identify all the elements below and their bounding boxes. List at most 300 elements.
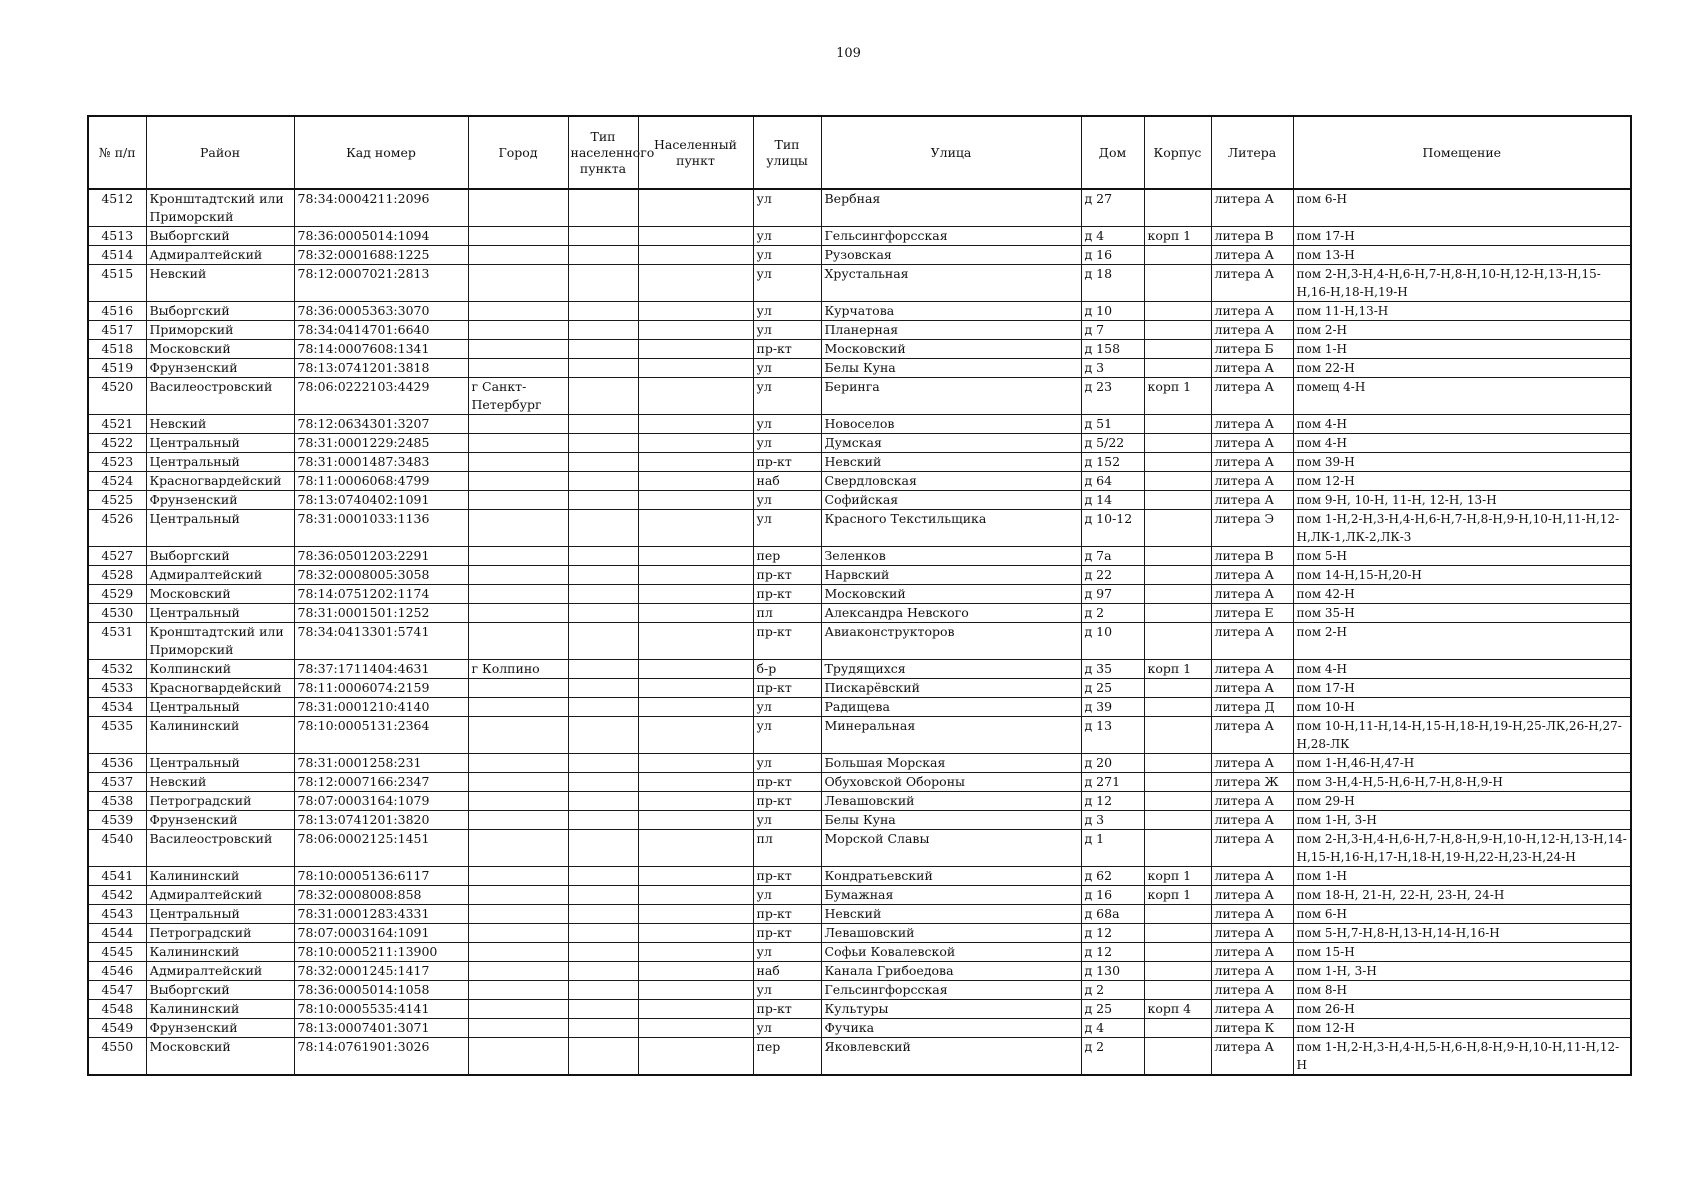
table-row	[88, 981, 1631, 1000]
house-cell: д 62	[1081, 867, 1144, 886]
row-number-cell: 4530	[88, 604, 146, 623]
street-type-cell: ул	[753, 1019, 821, 1038]
letter-cell: литера А	[1211, 886, 1293, 905]
settlement-cell	[638, 830, 753, 867]
house-cell: д 51	[1081, 415, 1144, 434]
house-cell: д 64	[1081, 472, 1144, 491]
premises-cell: пом 2-Н	[1293, 623, 1631, 660]
building-cell	[1144, 924, 1211, 943]
building-cell	[1144, 585, 1211, 604]
district-cell: Невский	[146, 265, 294, 302]
street-type-cell: пр-кт	[753, 566, 821, 585]
street-cell: Фучика	[821, 1019, 1081, 1038]
settlement-type-cell	[568, 302, 638, 321]
street-cell: Авиаконструкторов	[821, 623, 1081, 660]
premises-cell: пом 39-Н	[1293, 453, 1631, 472]
table-row	[88, 491, 1631, 510]
col-street-type-header: Тип улицы	[753, 116, 821, 189]
street-type-cell: ул	[753, 754, 821, 773]
premises-cell: пом 11-Н,13-Н	[1293, 302, 1631, 321]
col-district-header: Район	[146, 116, 294, 189]
settlement-cell	[638, 886, 753, 905]
house-cell: д 16	[1081, 246, 1144, 265]
letter-cell: литера А	[1211, 189, 1293, 227]
building-cell	[1144, 754, 1211, 773]
row-number-cell: 4540	[88, 830, 146, 867]
table-row	[88, 867, 1631, 886]
settlement-cell	[638, 943, 753, 962]
house-cell: д 7а	[1081, 547, 1144, 566]
street-type-cell: пр-кт	[753, 679, 821, 698]
table-row	[88, 830, 1631, 867]
settlement-type-cell	[568, 811, 638, 830]
street-type-cell: пр-кт	[753, 340, 821, 359]
house-cell: д 12	[1081, 924, 1144, 943]
cadastral-number-cell: 78:11:0006068:4799	[294, 472, 468, 491]
row-number-cell: 4539	[88, 811, 146, 830]
building-cell	[1144, 453, 1211, 472]
premises-cell: пом 1-Н	[1293, 340, 1631, 359]
letter-cell: литера А	[1211, 321, 1293, 340]
city-cell	[468, 924, 568, 943]
settlement-type-cell	[568, 378, 638, 415]
street-cell: Культуры	[821, 1000, 1081, 1019]
street-type-cell: ул	[753, 378, 821, 415]
settlement-cell	[638, 623, 753, 660]
table-row	[88, 321, 1631, 340]
settlement-cell	[638, 547, 753, 566]
col-number-header: № п/п	[88, 116, 146, 189]
cadastral-number-cell: 78:13:0007401:3071	[294, 1019, 468, 1038]
cadastral-number-cell: 78:14:0761901:3026	[294, 1038, 468, 1076]
district-cell: Фрунзенский	[146, 491, 294, 510]
settlement-cell	[638, 1000, 753, 1019]
city-cell	[468, 453, 568, 472]
table-row	[88, 566, 1631, 585]
house-cell: д 10-12	[1081, 510, 1144, 547]
house-cell: д 5/22	[1081, 434, 1144, 453]
building-cell	[1144, 265, 1211, 302]
page-number: 109	[836, 46, 861, 61]
settlement-cell	[638, 189, 753, 227]
street-cell: Радищева	[821, 698, 1081, 717]
premises-cell: пом 13-Н	[1293, 246, 1631, 265]
premises-cell: помещ 4-Н	[1293, 378, 1631, 415]
street-type-cell: пр-кт	[753, 905, 821, 924]
letter-cell: литера Ж	[1211, 773, 1293, 792]
settlement-cell	[638, 773, 753, 792]
district-cell: Фрунзенский	[146, 811, 294, 830]
table-row	[88, 811, 1631, 830]
street-cell: Минеральная	[821, 717, 1081, 754]
settlement-type-cell	[568, 830, 638, 867]
house-cell: д 2	[1081, 604, 1144, 623]
settlement-type-cell	[568, 886, 638, 905]
city-cell	[468, 1000, 568, 1019]
street-type-cell: ул	[753, 434, 821, 453]
street-cell: Морской Славы	[821, 830, 1081, 867]
letter-cell: литера А	[1211, 623, 1293, 660]
street-cell: Белы Куна	[821, 359, 1081, 378]
city-cell	[468, 698, 568, 717]
premises-cell: пом 1-Н	[1293, 867, 1631, 886]
row-number-cell: 4538	[88, 792, 146, 811]
row-number-cell: 4537	[88, 773, 146, 792]
letter-cell: литера А	[1211, 491, 1293, 510]
letter-cell: литера А	[1211, 415, 1293, 434]
col-letter-header: Литера	[1211, 116, 1293, 189]
street-cell: Рузовская	[821, 246, 1081, 265]
district-cell: Адмиралтейский	[146, 886, 294, 905]
street-cell: Беринга	[821, 378, 1081, 415]
street-type-cell: ул	[753, 698, 821, 717]
letter-cell: литера Е	[1211, 604, 1293, 623]
street-cell: Хрустальная	[821, 265, 1081, 302]
street-type-cell: ул	[753, 246, 821, 265]
letter-cell: литера В	[1211, 227, 1293, 246]
row-number-cell: 4544	[88, 924, 146, 943]
city-cell	[468, 1019, 568, 1038]
cadastral-number-cell: 78:32:0008005:3058	[294, 566, 468, 585]
district-cell: Центральный	[146, 510, 294, 547]
building-cell	[1144, 302, 1211, 321]
district-cell: Центральный	[146, 754, 294, 773]
city-cell	[468, 754, 568, 773]
district-cell: Василеостровский	[146, 830, 294, 867]
building-cell: корп 4	[1144, 1000, 1211, 1019]
city-cell	[468, 472, 568, 491]
letter-cell: литера Б	[1211, 340, 1293, 359]
district-cell: Колпинский	[146, 660, 294, 679]
house-cell: д 158	[1081, 340, 1144, 359]
city-cell	[468, 830, 568, 867]
cadastral-number-cell: 78:10:0005535:4141	[294, 1000, 468, 1019]
table-body	[88, 189, 1631, 1075]
building-cell	[1144, 491, 1211, 510]
settlement-cell	[638, 510, 753, 547]
col-premises-header: Помещение	[1293, 116, 1631, 189]
district-cell: Невский	[146, 773, 294, 792]
city-cell	[468, 566, 568, 585]
street-cell: Бумажная	[821, 886, 1081, 905]
row-number-cell: 4535	[88, 717, 146, 754]
row-number-cell: 4512	[88, 189, 146, 227]
district-cell: Калининский	[146, 717, 294, 754]
letter-cell: литера А	[1211, 1000, 1293, 1019]
street-cell: Пискарёвский	[821, 679, 1081, 698]
street-cell: Гельсингфорсская	[821, 227, 1081, 246]
house-cell: д 25	[1081, 679, 1144, 698]
premises-cell: пом 29-Н	[1293, 792, 1631, 811]
house-cell: д 12	[1081, 792, 1144, 811]
district-cell: Петроградский	[146, 792, 294, 811]
house-cell: д 1	[1081, 830, 1144, 867]
settlement-type-cell	[568, 1000, 638, 1019]
row-number-cell: 4532	[88, 660, 146, 679]
street-type-cell: ул	[753, 189, 821, 227]
city-cell	[468, 1038, 568, 1076]
letter-cell: литера А	[1211, 566, 1293, 585]
premises-cell: пом 1-Н,46-Н,47-Н	[1293, 754, 1631, 773]
table-row	[88, 547, 1631, 566]
district-cell: Адмиралтейский	[146, 566, 294, 585]
premises-cell: пом 4-Н	[1293, 415, 1631, 434]
table-row	[88, 886, 1631, 905]
settlement-type-cell	[568, 510, 638, 547]
street-cell: Кондратьевский	[821, 867, 1081, 886]
house-cell: д 20	[1081, 754, 1144, 773]
street-cell: Левашовский	[821, 792, 1081, 811]
settlement-type-cell	[568, 698, 638, 717]
district-cell: Красногвардейский	[146, 472, 294, 491]
street-type-cell: ул	[753, 302, 821, 321]
row-number-cell: 4517	[88, 321, 146, 340]
house-cell: д 18	[1081, 265, 1144, 302]
cadastral-number-cell: 78:07:0003164:1091	[294, 924, 468, 943]
col-city-header: Город	[468, 116, 568, 189]
cadastral-number-cell: 78:36:0005014:1058	[294, 981, 468, 1000]
premises-cell: пом 10-Н	[1293, 698, 1631, 717]
building-cell	[1144, 905, 1211, 924]
building-cell: корп 1	[1144, 886, 1211, 905]
premises-cell: пом 12-Н	[1293, 472, 1631, 491]
settlement-type-cell	[568, 340, 638, 359]
building-cell	[1144, 962, 1211, 981]
settlement-cell	[638, 265, 753, 302]
house-cell: д 22	[1081, 566, 1144, 585]
premises-cell: пом 12-Н	[1293, 1019, 1631, 1038]
premises-cell: пом 6-Н	[1293, 189, 1631, 227]
building-cell	[1144, 1019, 1211, 1038]
premises-cell: пом 1-Н,2-Н,3-Н,4-Н,5-Н,6-Н,8-Н,9-Н,10-Н,11-Н,12-Н	[1293, 1038, 1631, 1076]
city-cell	[468, 679, 568, 698]
row-number-cell: 4529	[88, 585, 146, 604]
settlement-type-cell	[568, 867, 638, 886]
cadastral-number-cell: 78:31:0001033:1136	[294, 510, 468, 547]
settlement-type-cell	[568, 905, 638, 924]
street-type-cell: пр-кт	[753, 867, 821, 886]
premises-cell: пом 5-Н	[1293, 547, 1631, 566]
row-number-cell: 4520	[88, 378, 146, 415]
letter-cell: литера А	[1211, 302, 1293, 321]
table-row	[88, 510, 1631, 547]
building-cell	[1144, 189, 1211, 227]
building-cell	[1144, 679, 1211, 698]
city-cell	[468, 962, 568, 981]
settlement-type-cell	[568, 717, 638, 754]
settlement-cell	[638, 359, 753, 378]
letter-cell: литера В	[1211, 547, 1293, 566]
row-number-cell: 4526	[88, 510, 146, 547]
letter-cell: литера А	[1211, 905, 1293, 924]
settlement-type-cell	[568, 792, 638, 811]
city-cell	[468, 434, 568, 453]
house-cell: д 97	[1081, 585, 1144, 604]
premises-cell: пом 2-Н,3-Н,4-Н,6-Н,7-Н,8-Н,10-Н,12-Н,13-Н,15-Н,16-Н,18-Н,19-Н	[1293, 265, 1631, 302]
district-cell: Центральный	[146, 698, 294, 717]
house-cell: д 14	[1081, 491, 1144, 510]
col-cadastral-number-header: Кад номер	[294, 116, 468, 189]
house-cell: д 25	[1081, 1000, 1144, 1019]
city-cell	[468, 491, 568, 510]
settlement-type-cell	[568, 189, 638, 227]
row-number-cell: 4514	[88, 246, 146, 265]
row-number-cell: 4519	[88, 359, 146, 378]
street-type-cell: пр-кт	[753, 792, 821, 811]
settlement-type-cell	[568, 472, 638, 491]
table-row	[88, 189, 1631, 227]
table-row	[88, 754, 1631, 773]
row-number-cell: 4524	[88, 472, 146, 491]
street-cell: Московский	[821, 585, 1081, 604]
row-number-cell: 4521	[88, 415, 146, 434]
house-cell: д 27	[1081, 189, 1144, 227]
building-cell	[1144, 415, 1211, 434]
cadastral-number-cell: 78:31:0001229:2485	[294, 434, 468, 453]
table-row	[88, 924, 1631, 943]
district-cell: Московский	[146, 1038, 294, 1076]
district-cell: Красногвардейский	[146, 679, 294, 698]
cadastral-number-cell: 78:13:0741201:3818	[294, 359, 468, 378]
district-cell: Выборгский	[146, 981, 294, 1000]
building-cell	[1144, 510, 1211, 547]
settlement-cell	[638, 340, 753, 359]
house-cell: д 152	[1081, 453, 1144, 472]
row-number-cell: 4522	[88, 434, 146, 453]
settlement-cell	[638, 792, 753, 811]
premises-cell: пом 6-Н	[1293, 905, 1631, 924]
letter-cell: литера А	[1211, 359, 1293, 378]
settlement-type-cell	[568, 415, 638, 434]
settlement-cell	[638, 924, 753, 943]
cadastral-number-cell: 78:34:0414701:6640	[294, 321, 468, 340]
settlement-type-cell	[568, 943, 638, 962]
settlement-type-cell	[568, 1019, 638, 1038]
settlement-type-cell	[568, 434, 638, 453]
settlement-cell	[638, 604, 753, 623]
settlement-cell	[638, 1019, 753, 1038]
city-cell	[468, 792, 568, 811]
district-cell: Выборгский	[146, 227, 294, 246]
letter-cell: литера А	[1211, 924, 1293, 943]
table-row	[88, 378, 1631, 415]
street-cell: Большая Морская	[821, 754, 1081, 773]
letter-cell: литера А	[1211, 585, 1293, 604]
house-cell: д 39	[1081, 698, 1144, 717]
row-number-cell: 4534	[88, 698, 146, 717]
cadastral-number-cell: 78:14:0007608:1341	[294, 340, 468, 359]
district-cell: Фрунзенский	[146, 1019, 294, 1038]
cadastral-number-cell: 78:31:0001210:4140	[294, 698, 468, 717]
settlement-type-cell	[568, 265, 638, 302]
row-number-cell: 4543	[88, 905, 146, 924]
street-cell: Курчатова	[821, 302, 1081, 321]
city-cell	[468, 510, 568, 547]
table-row	[88, 302, 1631, 321]
building-cell	[1144, 623, 1211, 660]
table-row	[88, 962, 1631, 981]
settlement-type-cell	[568, 679, 638, 698]
house-cell: д 68а	[1081, 905, 1144, 924]
district-cell: Московский	[146, 340, 294, 359]
settlement-cell	[638, 754, 753, 773]
house-cell: д 2	[1081, 1038, 1144, 1076]
premises-cell: пом 1-Н,2-Н,3-Н,4-Н,6-Н,7-Н,8-Н,9-Н,10-Н,11-Н,12-Н,ЛК-1,ЛК-2,ЛК-3	[1293, 510, 1631, 547]
district-cell: Кронштадтский или Приморский	[146, 189, 294, 227]
building-cell	[1144, 1038, 1211, 1076]
settlement-type-cell	[568, 321, 638, 340]
table-row	[88, 359, 1631, 378]
table-row	[88, 604, 1631, 623]
city-cell	[468, 321, 568, 340]
house-cell: д 23	[1081, 378, 1144, 415]
table-row	[88, 698, 1631, 717]
letter-cell: литера А	[1211, 472, 1293, 491]
house-cell: д 130	[1081, 962, 1144, 981]
premises-cell: пом 5-Н,7-Н,8-Н,13-Н,14-Н,16-Н	[1293, 924, 1631, 943]
row-number-cell: 4541	[88, 867, 146, 886]
table-header	[88, 116, 1631, 189]
building-cell	[1144, 604, 1211, 623]
table-row	[88, 1038, 1631, 1076]
premises-cell: пом 17-Н	[1293, 679, 1631, 698]
table-row	[88, 472, 1631, 491]
table-row	[88, 340, 1631, 359]
street-cell: Левашовский	[821, 924, 1081, 943]
row-number-cell: 4546	[88, 962, 146, 981]
letter-cell: литера А	[1211, 717, 1293, 754]
city-cell	[468, 867, 568, 886]
table-row	[88, 265, 1631, 302]
cadastral-number-cell: 78:13:0741201:3820	[294, 811, 468, 830]
cadastral-number-cell: 78:10:0005131:2364	[294, 717, 468, 754]
settlement-cell	[638, 981, 753, 1000]
house-cell: д 10	[1081, 623, 1144, 660]
street-type-cell: пр-кт	[753, 453, 821, 472]
district-cell: Московский	[146, 585, 294, 604]
cadastral-number-cell: 78:34:0413301:5741	[294, 623, 468, 660]
settlement-cell	[638, 962, 753, 981]
settlement-cell	[638, 566, 753, 585]
street-type-cell: пл	[753, 830, 821, 867]
cadastral-number-cell: 78:37:1711404:4631	[294, 660, 468, 679]
house-cell: д 16	[1081, 886, 1144, 905]
settlement-type-cell	[568, 227, 638, 246]
building-cell	[1144, 943, 1211, 962]
premises-cell: пом 3-Н,4-Н,5-Н,6-Н,7-Н,8-Н,9-Н	[1293, 773, 1631, 792]
row-number-cell: 4542	[88, 886, 146, 905]
building-cell	[1144, 717, 1211, 754]
header-row	[88, 116, 1631, 189]
house-cell: д 2	[1081, 981, 1144, 1000]
settlement-cell	[638, 434, 753, 453]
cadastral-number-cell: 78:06:0222103:4429	[294, 378, 468, 415]
letter-cell: литера А	[1211, 679, 1293, 698]
building-cell: корп 1	[1144, 660, 1211, 679]
house-cell: д 4	[1081, 1019, 1144, 1038]
letter-cell: литера А	[1211, 265, 1293, 302]
city-cell	[468, 717, 568, 754]
table-row	[88, 943, 1631, 962]
city-cell: г Колпино	[468, 660, 568, 679]
cadastral-number-cell: 78:07:0003164:1079	[294, 792, 468, 811]
district-cell: Выборгский	[146, 547, 294, 566]
table-row	[88, 905, 1631, 924]
premises-cell: пом 22-Н	[1293, 359, 1631, 378]
table-row	[88, 434, 1631, 453]
premises-cell: пом 4-Н	[1293, 434, 1631, 453]
cadastral-number-cell: 78:31:0001487:3483	[294, 453, 468, 472]
